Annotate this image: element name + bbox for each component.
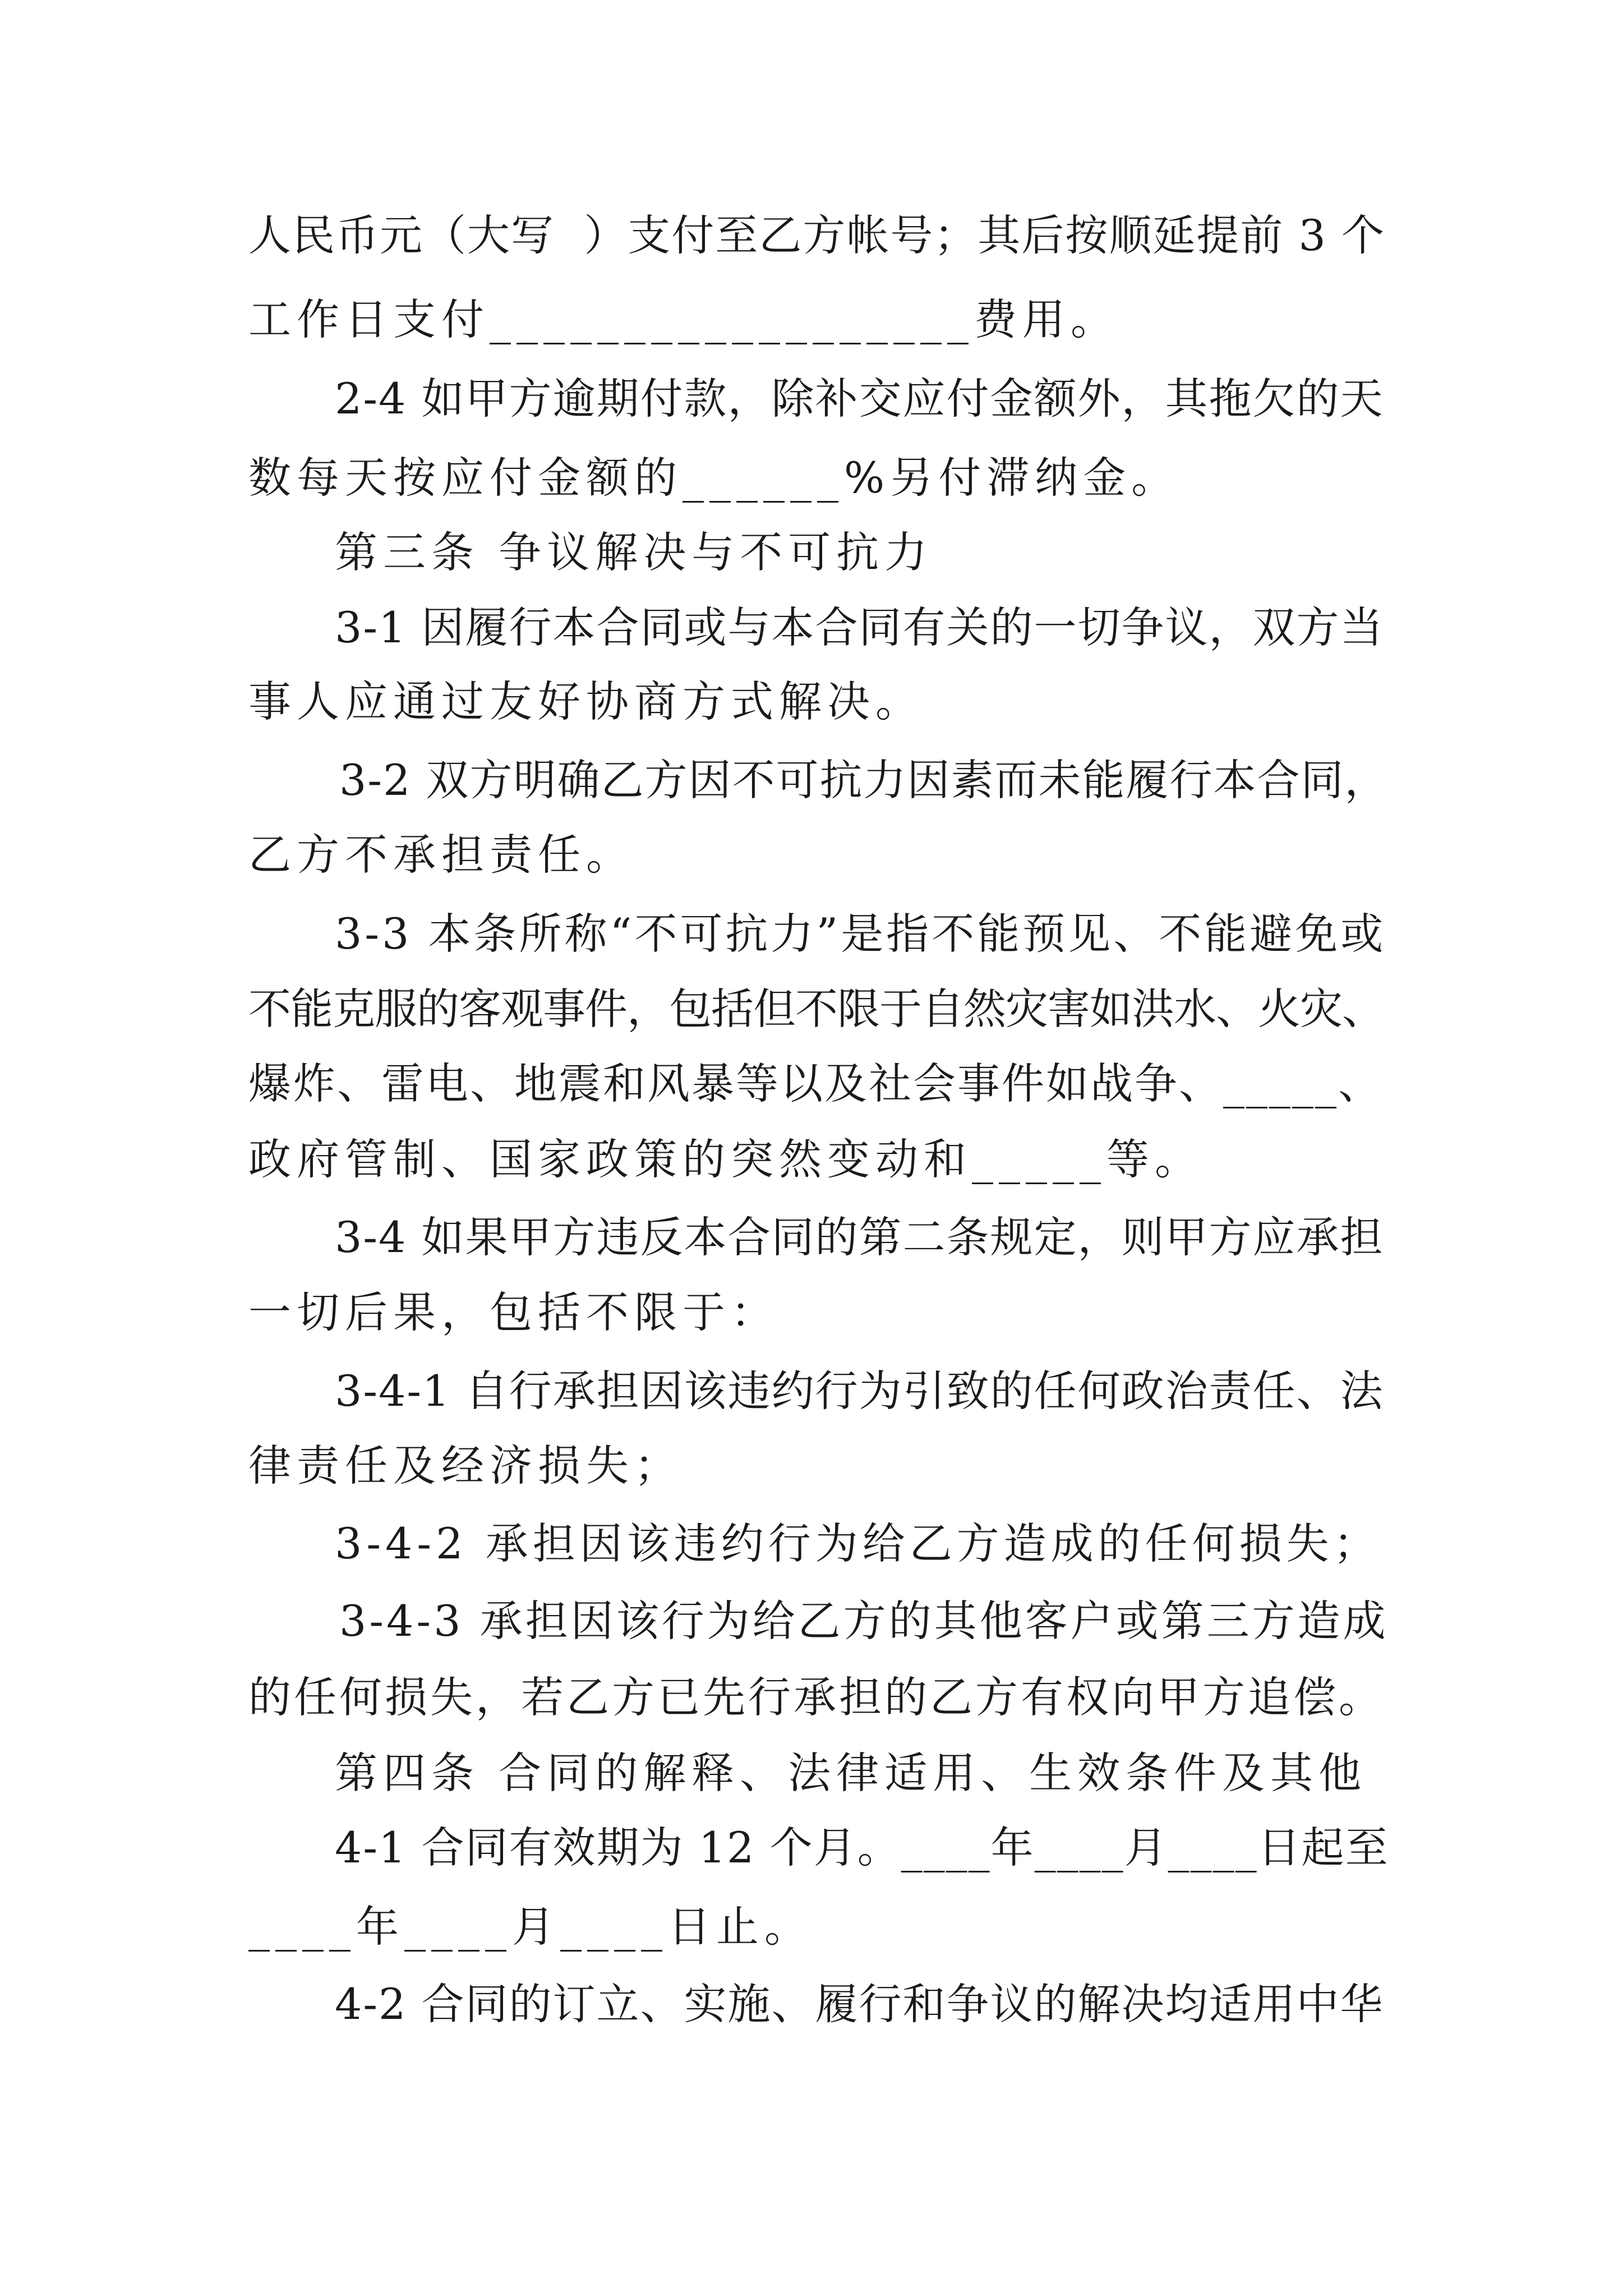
- text-line: ____年____月____日止。: [248, 1902, 813, 1952]
- text-line: 3-4 如果甲方违反本合同的第二条规定，则甲方应承担: [335, 1212, 1384, 1262]
- text-line: 的任何损失，若乙方已先行承担的乙方有权向甲方追偿。: [248, 1672, 1384, 1722]
- text-line: 律责任及经济损失；: [248, 1441, 683, 1490]
- text-line: 3-4-3 承担因该行为给乙方的其他客户或第三方造成: [339, 1596, 1389, 1646]
- text-line: 数每天按应付金额的______%另付滞纳金。: [248, 453, 1180, 503]
- section-heading: 第四条 合同的解释、法律适用、生效条件及其他: [335, 1748, 1367, 1798]
- text-line: 3-2 双方明确乙方因不可抗力因素而未能履行本合同，: [339, 755, 1389, 805]
- text-line: 乙方不承担责任。: [248, 830, 634, 880]
- section-heading: 第三条 争议解决与不可抗力: [335, 527, 933, 577]
- text-line: 3-1 因履行本合同或与本合同有关的一切争议，双方当: [335, 602, 1384, 652]
- text-line: 不能克服的客观事件，包括但不限于自然灾害如洪水、火灾、: [248, 984, 1384, 1034]
- text-line: 4-1 合同有效期为 12 个月。____年____月____日起至: [335, 1823, 1389, 1872]
- text-line: 3-3 本条所称“不可抗力”是指不能预见、不能避免或: [335, 909, 1386, 959]
- text-line: 2-4 如甲方逾期付款，除补交应付金额外，其拖欠的天: [335, 374, 1384, 424]
- text-line: 政府管制、国家政策的突然变动和_____等。: [248, 1134, 1203, 1184]
- text-line: 人民币元（大写 ）支付至乙方帐号；其后按顺延提前 3 个: [248, 210, 1385, 260]
- text-line: 4-2 合同的订立、实施、履行和争议的解决均适用中华: [335, 1979, 1384, 2029]
- text-line: 3-4-1 自行承担因该违约行为引致的任何政治责任、法: [335, 1366, 1384, 1416]
- text-line: 事人应通过友好协商方式解决。: [248, 677, 924, 726]
- text-line: 爆炸、雷电、地震和风暴等以及社会事件如战争、_____、: [248, 1059, 1382, 1108]
- text-line: 3-4-2 承担因该违约行为给乙方造成的任何损失；: [335, 1519, 1381, 1568]
- text-line: 工作日支付__________________费用。: [248, 295, 1119, 344]
- text-line: 一切后果，包括不限于：: [248, 1287, 779, 1337]
